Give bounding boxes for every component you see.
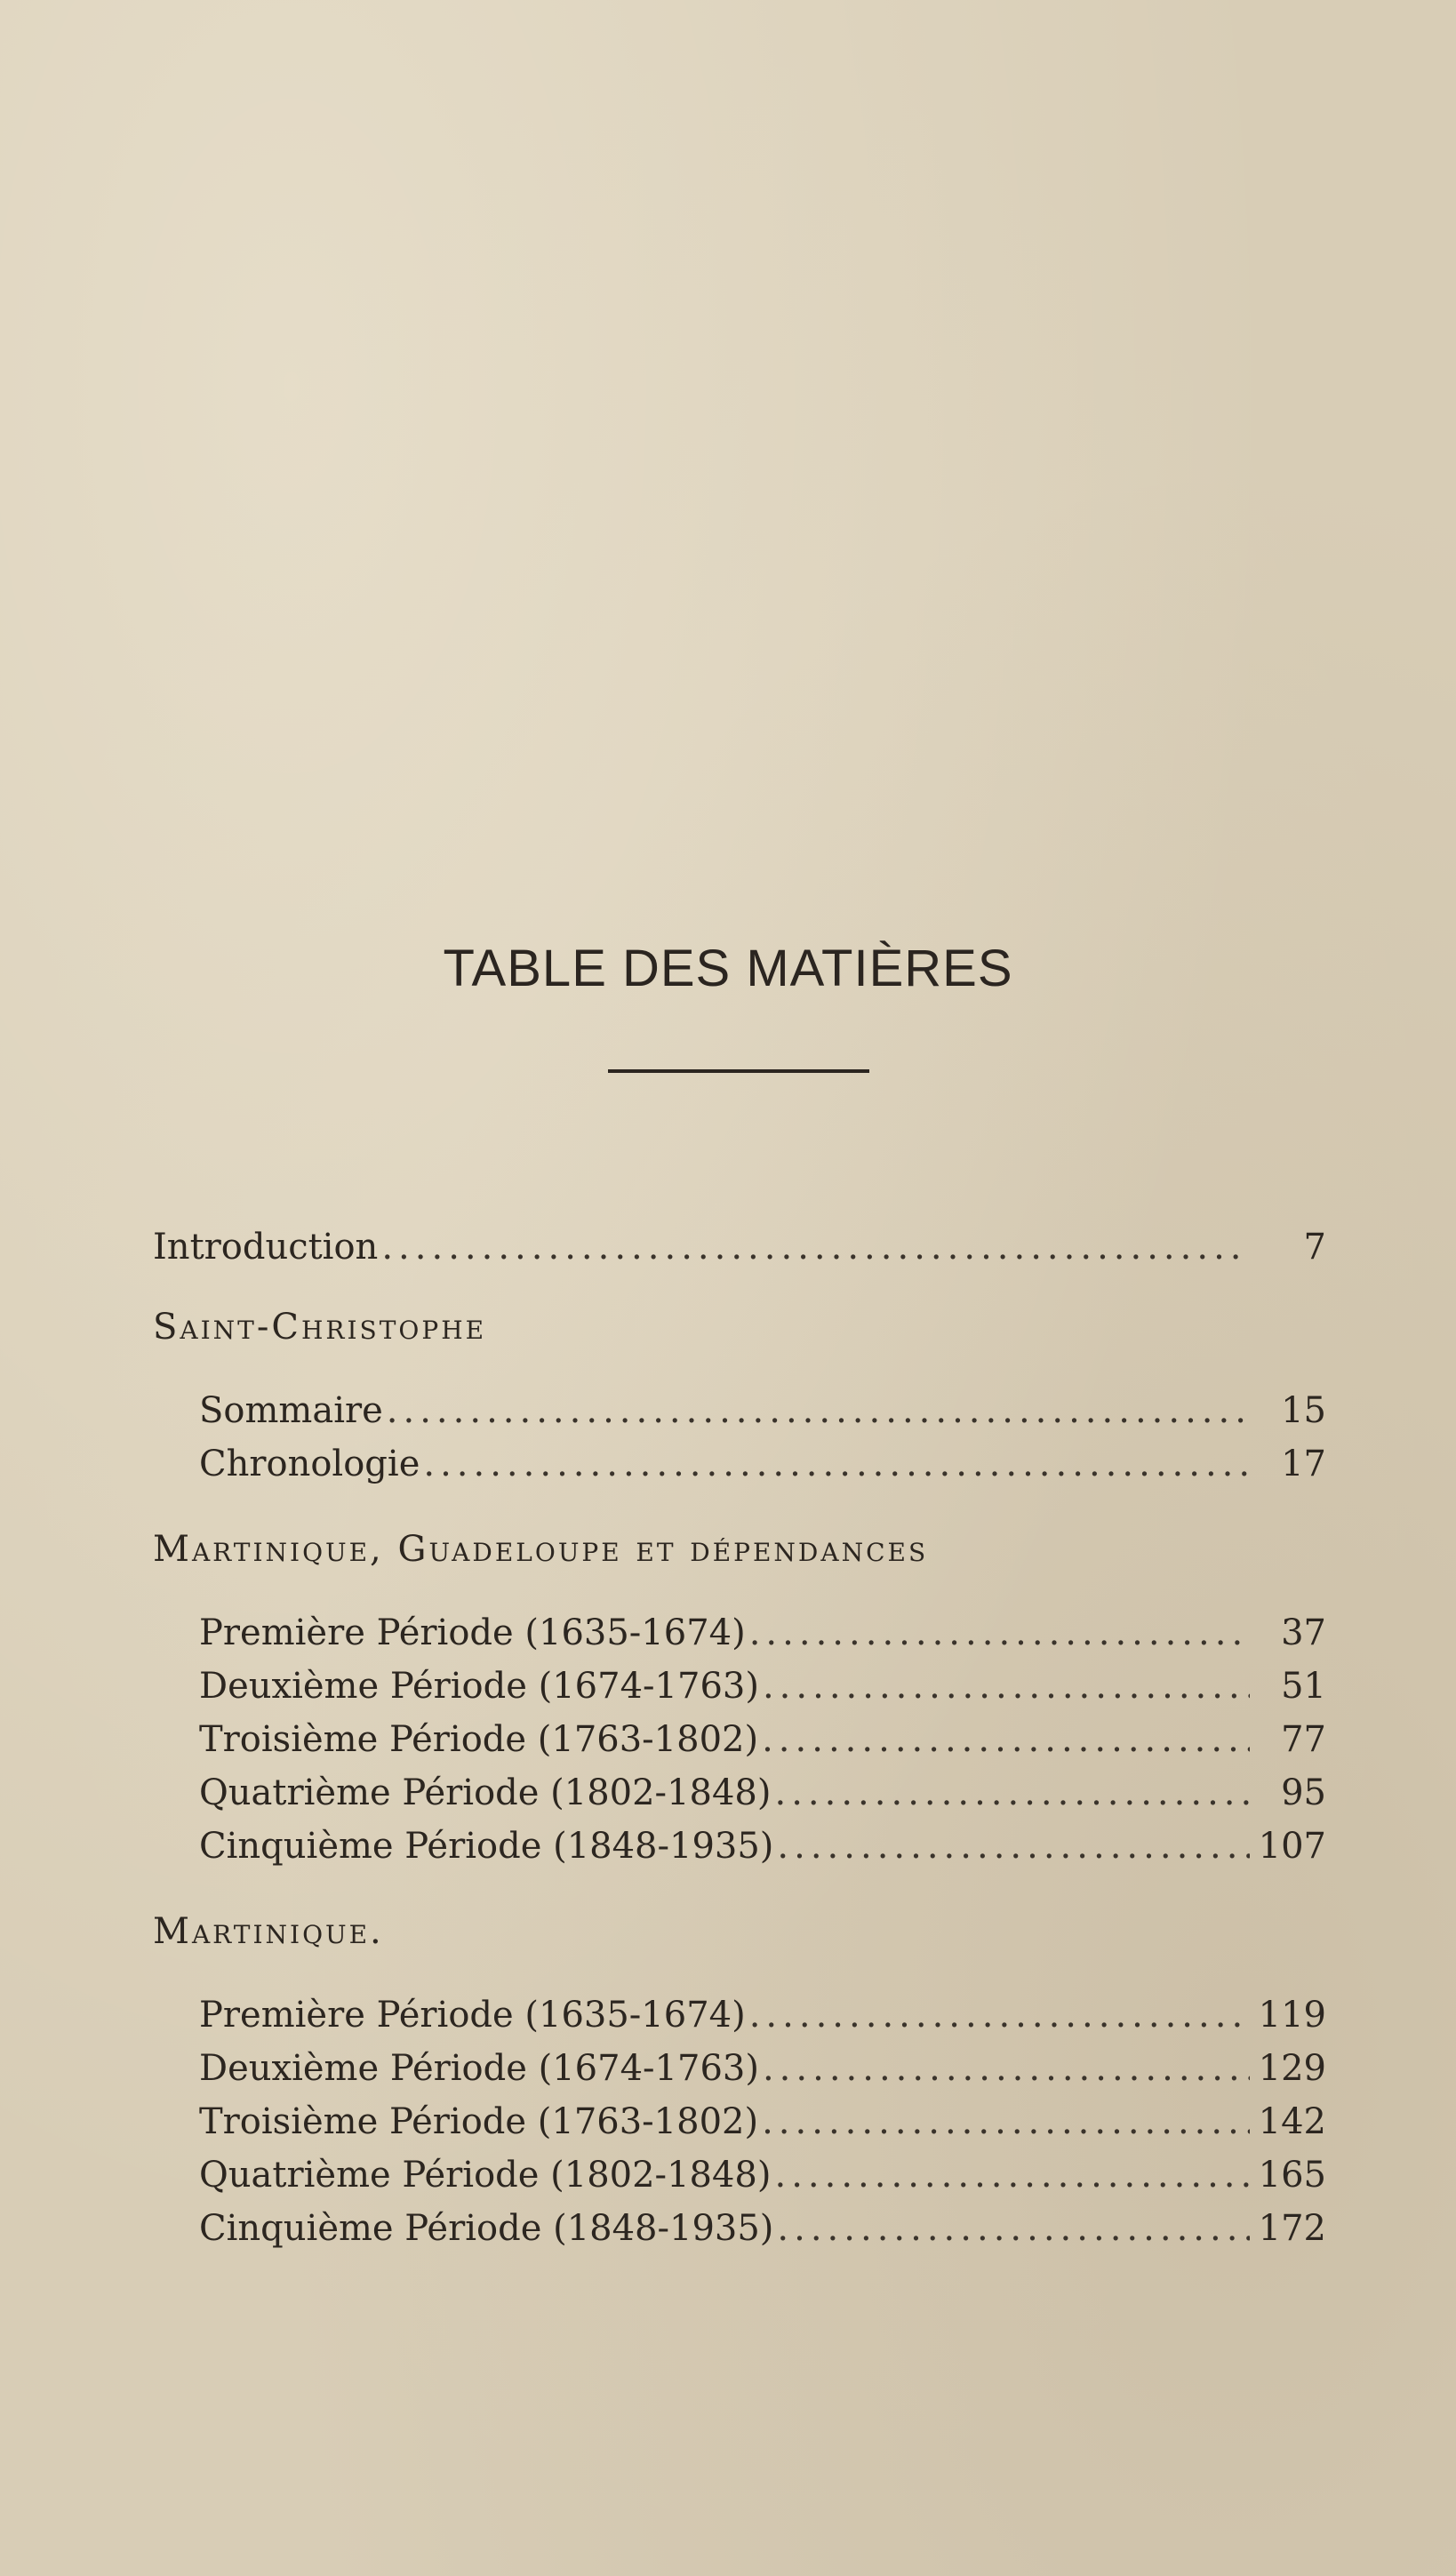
leader-dots [774,1772,1250,1813]
toc-entry-page: 142 [1258,2101,1326,2142]
toc-entry[interactable] [153,2101,1326,2155]
toc-entry[interactable] [153,1390,1326,1444]
toc-entry[interactable] [153,1995,1326,2048]
leader-dots [763,2048,1250,2089]
toc-entry[interactable] [153,2048,1326,2101]
leader-dots [749,1612,1250,1653]
leader-dots [763,1666,1250,1707]
toc-entry-label: Première Période (1635-1674) [199,1995,746,2036]
toc-entry-page: 51 [1281,1666,1326,1707]
leader-dots [774,2155,1250,2196]
toc-entry-label: Troisième Période (1763-1802) [199,1719,759,1760]
toc-entry-page: 129 [1258,2048,1326,2089]
toc-entry[interactable] [153,1719,1326,1772]
toc-section-heading: Saint-Christophe [153,1307,487,1348]
toc-entry-label: Sommaire [199,1390,383,1431]
toc-section-heading: Martinique, Guadeloupe et dépendances [153,1529,929,1570]
toc-entry-label: Troisième Période (1763-1802) [199,2101,759,2142]
toc-section-heading: Martinique. [153,1911,384,1952]
leader-dots [381,1227,1250,1268]
toc-entry-page: 119 [1258,1995,1326,2036]
toc-entry[interactable] [153,2208,1326,2261]
toc-entry-page: 77 [1281,1719,1326,1760]
toc-entry[interactable] [153,1772,1326,1826]
toc-entry-label: Introduction [153,1227,379,1268]
toc-entry[interactable] [153,1826,1326,1879]
toc-entry-page: 7 [1303,1227,1326,1268]
leader-dots [762,1719,1250,1760]
toc-entry[interactable] [153,1612,1326,1666]
toc-entry-page: 37 [1281,1612,1326,1653]
toc-entry-page: 172 [1258,2208,1326,2249]
leader-dots [777,2208,1250,2249]
toc-entry-page: 17 [1281,1444,1326,1484]
leader-dots [423,1444,1250,1484]
toc-entry-label: Cinquième Période (1848-1935) [199,1826,774,1867]
toc-entry[interactable] [153,1444,1326,1497]
toc-entry[interactable] [153,2155,1326,2208]
toc-entry-label: Quatrième Période (1802-1848) [199,1772,772,1813]
title-rule [608,1069,869,1073]
toc-entry-page: 15 [1281,1390,1326,1431]
table-of-contents [153,1227,1326,2261]
leader-dots [387,1390,1250,1431]
leader-dots [762,2101,1250,2142]
toc-entry-page: 165 [1258,2155,1326,2196]
toc-entry-label: Deuxième Période (1674-1763) [199,2048,759,2089]
toc-entry-introduction[interactable] [153,1227,1326,1280]
page-title: TABLE DES MATIÈRES [443,940,1013,997]
leader-dots [777,1826,1250,1867]
toc-entry-label: Deuxième Période (1674-1763) [199,1666,759,1707]
toc-entry-page: 95 [1281,1772,1326,1813]
toc-entry[interactable] [153,1666,1326,1719]
toc-entry-label: Chronologie [199,1444,420,1484]
toc-entry-label: Quatrième Période (1802-1848) [199,2155,772,2196]
toc-entry-page: 107 [1258,1826,1326,1867]
leader-dots [749,1995,1250,2036]
toc-entry-label: Première Période (1635-1674) [199,1612,746,1653]
toc-entry-label: Cinquième Période (1848-1935) [199,2208,774,2249]
